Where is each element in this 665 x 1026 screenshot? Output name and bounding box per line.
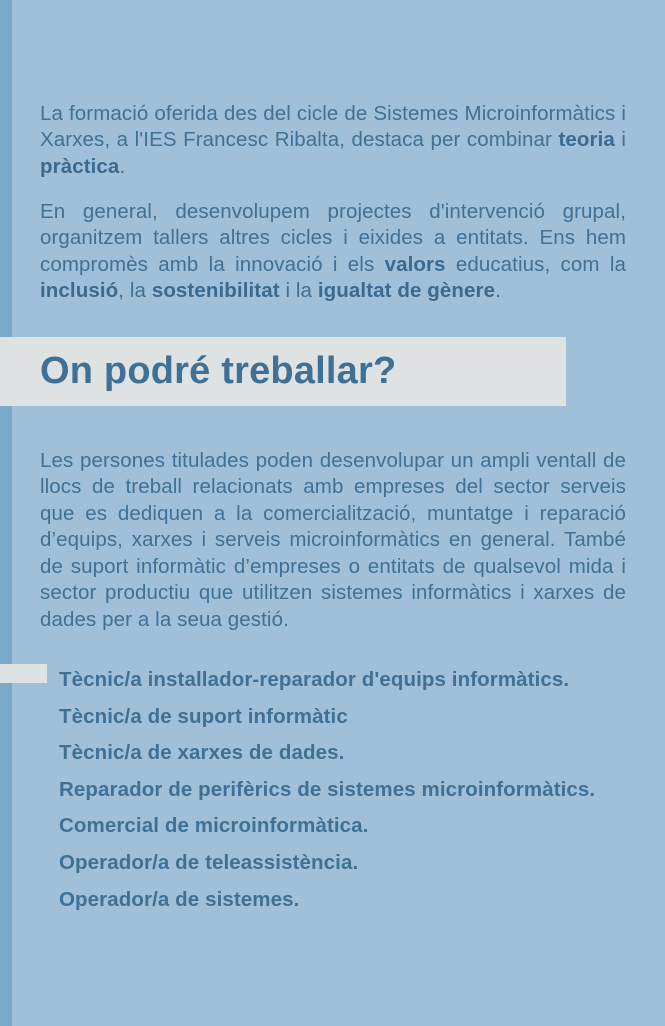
left-accent-bar <box>0 0 12 1026</box>
list-item: Tècnic/a installador-reparador d'equips informàtics. <box>59 668 570 691</box>
job-list <box>59 662 629 918</box>
list-item: Tècnic/a de suport informàtic <box>59 704 348 728</box>
list-item: Comercial de microinformàtica. <box>59 814 369 838</box>
list-item: Operador/a de sistemes. <box>59 887 300 911</box>
section-heading: On podré treballar? <box>40 350 397 392</box>
list-item: Tècnic/a de xarxes de dades. <box>59 741 345 765</box>
list-item: Operador/a de teleassistència. <box>59 850 359 874</box>
paragraph-section-body: Les persones titulades poden desenvolupar un ampli ventall de llocs de treball relacionats amb empreses del sector serveis que es dediquen a la comercialització, muntatge i reparació d’equips, xarxes i serveis microinformàtics en general. També de suport informàtic d’empreses o entitats de qualsevol mida i sector productiu que utilitzen sistemes informàtics i xarxes de dades per a la seua gestió. <box>40 448 626 631</box>
list-item: Reparador de perifèrics de sistemes microinformàtics. <box>59 777 596 801</box>
list-marker <box>0 664 47 683</box>
paragraph-values: En general, desenvolupem projectes d'intervenció grupal, organitzem tallers altres cicles i eixides a entitats. Ens hem compromès amb la innovació i els valors educatius, com la inclusió, la sostenibilitat i la igualtat de gènere. <box>40 199 626 302</box>
paragraph-intro: La formació oferida des del cicle de Sistemes Microinformàtics i Xarxes, a l'IES Francesc Ribalta, destaca per combinar teoria i pràctica. <box>40 101 627 178</box>
